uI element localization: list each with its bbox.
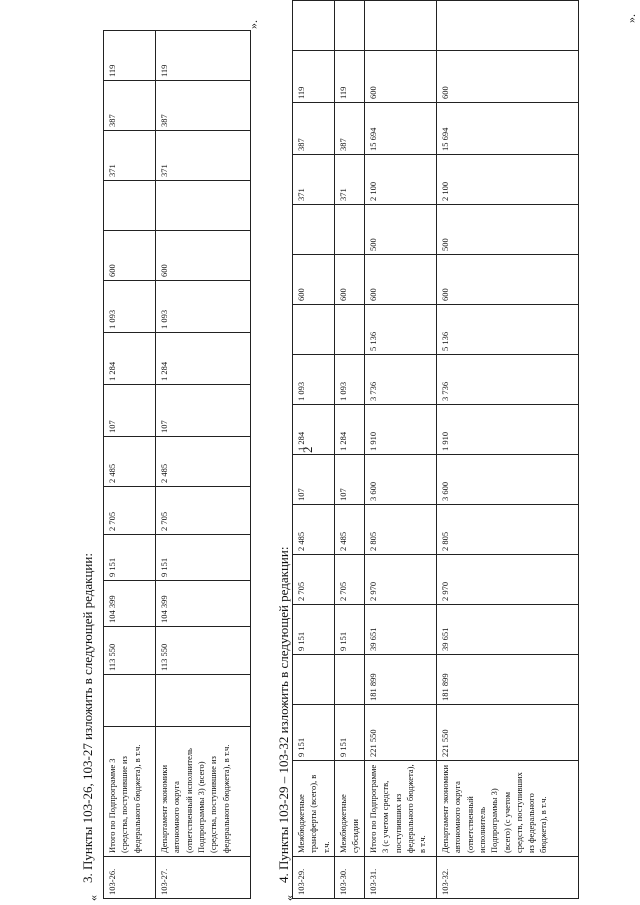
cell: 9 151 (334, 605, 364, 655)
cell (104, 181, 156, 231)
row-code: 103-27. (156, 857, 251, 899)
section4-quote-open: « (282, 895, 296, 901)
cell: 107 (334, 455, 364, 505)
cell (436, 1, 578, 51)
row-name: Департамент экономики автономного округа (ответственный исполнитель Подпрограммы 3) (всего) (с учетом средств, поступивших из федерального бюджета), в т.ч. (436, 761, 578, 857)
cell: 1 284 (334, 405, 364, 455)
cell: 2 485 (293, 505, 335, 555)
cell (334, 305, 364, 355)
cell: 104 399 (104, 581, 156, 627)
cell: 113 550 (104, 627, 156, 675)
table-row (293, 1, 335, 899)
cell: 119 (156, 31, 251, 81)
section3-quote-open: « (86, 895, 100, 901)
cell (364, 1, 436, 51)
cell: 181 899 (364, 655, 436, 705)
cell: 1 093 (334, 355, 364, 405)
cell: 1 093 (156, 281, 251, 333)
cell: 2 970 (436, 555, 578, 605)
table-row (364, 1, 436, 899)
cell: 9 151 (293, 705, 335, 761)
cell (293, 205, 335, 255)
cell (156, 181, 251, 231)
cell: 2 970 (364, 555, 436, 605)
cell: 1 284 (156, 333, 251, 385)
cell: 119 (293, 51, 335, 103)
row-name: Межбюджетные трансферты (всего), в т.ч. (293, 761, 335, 857)
cell: 2 100 (436, 155, 578, 205)
cell: 371 (104, 131, 156, 181)
row-name: Итого по Подпрограмме 3 (средства, поступившие из федерального бюджета), в т.ч. (104, 727, 156, 857)
section4-table (292, 0, 579, 899)
section3-quote-close: ». (246, 20, 260, 29)
table-row (436, 1, 578, 899)
cell: 15 694 (436, 103, 578, 155)
cell: 1 910 (436, 405, 578, 455)
row-name: Итого по Подпрограмме 3 (с учетом средств, поступивших из федерального бюджета), в т.ч. (364, 761, 436, 857)
row-code: 103-32. (436, 857, 578, 899)
cell: 9 151 (104, 535, 156, 581)
page-number: 2 (300, 446, 315, 453)
cell: 104 399 (156, 581, 251, 627)
cell: 221 550 (364, 705, 436, 761)
cell: 1 284 (104, 333, 156, 385)
cell: 2 805 (364, 505, 436, 555)
row-code: 103-29. (293, 857, 335, 899)
cell (293, 1, 335, 51)
cell: 600 (364, 255, 436, 305)
row-name: Департамент экономики автономного округа (ответственный исполнитель Подпрограммы 3) (всего) (средства, поступившие из федерального бюджета), в т.ч. (156, 727, 251, 857)
section4-quote-close: ». (624, 14, 638, 23)
cell: 2 705 (156, 487, 251, 535)
cell: 3 600 (364, 455, 436, 505)
cell: 3 736 (436, 355, 578, 405)
cell: 387 (293, 103, 335, 155)
cell: 1 284 (293, 405, 335, 455)
cell (334, 655, 364, 705)
cell (104, 675, 156, 727)
cell (334, 205, 364, 255)
cell: 387 (334, 103, 364, 155)
cell: 387 (156, 81, 251, 131)
cell: 1 093 (104, 281, 156, 333)
cell: 181 899 (436, 655, 578, 705)
cell: 107 (293, 455, 335, 505)
cell: 39 651 (364, 605, 436, 655)
cell: 600 (364, 51, 436, 103)
cell: 2 705 (334, 555, 364, 605)
cell: 2 485 (334, 505, 364, 555)
cell: 387 (104, 81, 156, 131)
table-row (104, 31, 156, 899)
cell: 1 910 (364, 405, 436, 455)
cell: 600 (334, 255, 364, 305)
cell: 119 (104, 31, 156, 81)
cell (334, 1, 364, 51)
row-code: 103-30. (334, 857, 364, 899)
row-code: 103-26. (104, 857, 156, 899)
table-row (334, 1, 364, 899)
cell (156, 675, 251, 727)
cell (293, 305, 335, 355)
cell: 3 600 (436, 455, 578, 505)
section3-heading: 3. Пункты 103-26, 103-27 изложить в следующей редакции: (80, 553, 95, 883)
cell: 2 100 (364, 155, 436, 205)
cell: 600 (156, 231, 251, 281)
row-code: 103-31. (364, 857, 436, 899)
cell: 600 (293, 255, 335, 305)
cell: 221 550 (436, 705, 578, 761)
cell: 9 151 (334, 705, 364, 761)
table-row (156, 31, 251, 899)
cell: 500 (364, 205, 436, 255)
cell: 2 705 (293, 555, 335, 605)
cell: 119 (334, 51, 364, 103)
cell: 500 (436, 205, 578, 255)
cell: 2 805 (436, 505, 578, 555)
cell: 5 136 (364, 305, 436, 355)
section4-heading: 4. Пункты 103-29 – 103-32 изложить в следующей редакции: (276, 546, 291, 883)
cell: 2 705 (104, 487, 156, 535)
section3-table (103, 30, 251, 899)
cell: 371 (293, 155, 335, 205)
cell: 600 (104, 231, 156, 281)
cell: 107 (104, 385, 156, 437)
cell: 113 550 (156, 627, 251, 675)
cell: 2 485 (156, 437, 251, 487)
row-name: Межбюджетные субсидии (334, 761, 364, 857)
cell: 15 694 (364, 103, 436, 155)
cell: 107 (156, 385, 251, 437)
cell: 371 (334, 155, 364, 205)
cell: 5 136 (436, 305, 578, 355)
cell: 600 (436, 51, 578, 103)
cell: 1 093 (293, 355, 335, 405)
cell: 9 151 (156, 535, 251, 581)
cell: 3 736 (364, 355, 436, 405)
cell: 600 (436, 255, 578, 305)
cell: 9 151 (293, 605, 335, 655)
cell: 2 485 (104, 437, 156, 487)
cell: 371 (156, 131, 251, 181)
cell (293, 655, 335, 705)
cell: 39 651 (436, 605, 578, 655)
